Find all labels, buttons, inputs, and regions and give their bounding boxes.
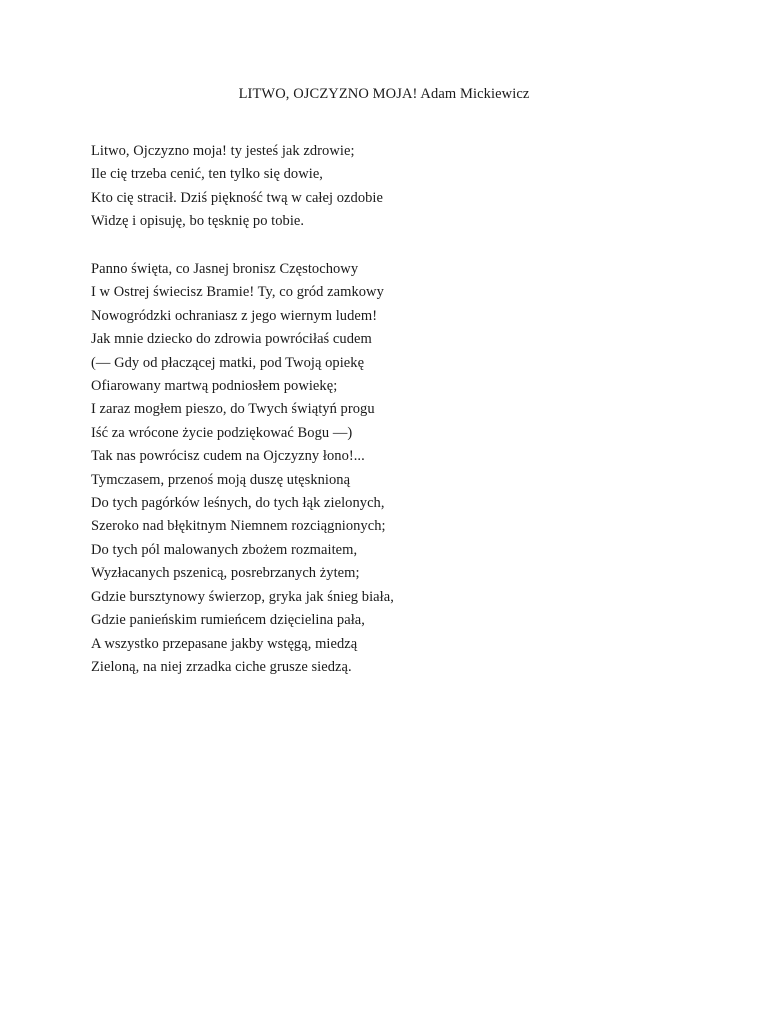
poem-line: Jak mnie dziecko do zdrowia powróciłaś cudem [91, 331, 372, 348]
poem-line: Tak nas powrócisz cudem na Ojczyzny łono!... [91, 448, 365, 465]
poem-line: Szeroko nad błękitnym Niemnem rozciągnionych; [91, 518, 386, 535]
document-title: LITWO, OJCZYZNO MOJA! Adam Mickiewicz [238, 86, 530, 102]
poem-line: Panno święta, co Jasnej bronisz Częstochowy [91, 261, 359, 277]
poem-line: A wszystko przepasane jakby wstęgą, miedzą [91, 635, 358, 652]
poem-line: Zieloną, na niej zrzadka ciche grusze siedzą. [91, 658, 352, 675]
poem-line: Do tych pagórków leśnych, do tych łąk zielonych, [91, 495, 385, 512]
poem-line: Nowogródzki ochraniasz z jego wiernym ludem! [91, 307, 378, 324]
poem-line: Do tych pól malowanych zbożem rozmaitem, [91, 541, 358, 558]
poem-line: Wyzłacanych pszenicą, posrebrzanych żytem; [91, 565, 360, 582]
poem-line: I w Ostrej świecisz Bramie! Ty, co gród zamkowy [91, 284, 384, 301]
stanza-2 [91, 258, 394, 679]
poem-line: (— Gdy od płaczącej matki, pod Twoją opiekę [91, 354, 365, 371]
poem-line: Ofiarowany martwą podniosłem powiekę; [91, 378, 338, 395]
poem-line: Gdzie bursztynowy świerzop, gryka jak śnieg biała, [91, 588, 394, 605]
stanza-1 [91, 140, 383, 234]
poem-line: Gdzie panieńskim rumieńcem dzięcielina pała, [91, 612, 365, 629]
poem-line: Ile cię trzeba cenić, ten tylko się dowie, [91, 166, 323, 183]
poem-line: I zaraz mogłem pieszo, do Twych świątyń progu [91, 401, 375, 418]
poem-line: Litwo, Ojczyzno moja! ty jesteś jak zdrowie; [91, 143, 355, 159]
poem-line: Iść za wrócone życie podziękować Bogu —) [91, 424, 353, 441]
poem-line: Tymczasem, przenoś moją duszę utęsknioną [91, 471, 351, 488]
poem-line: Widzę i opisuję, bo tęsknię po tobie. [91, 213, 305, 230]
poem-line: Kto cię stracił. Dziś piękność twą w całej ozdobie [91, 189, 383, 206]
